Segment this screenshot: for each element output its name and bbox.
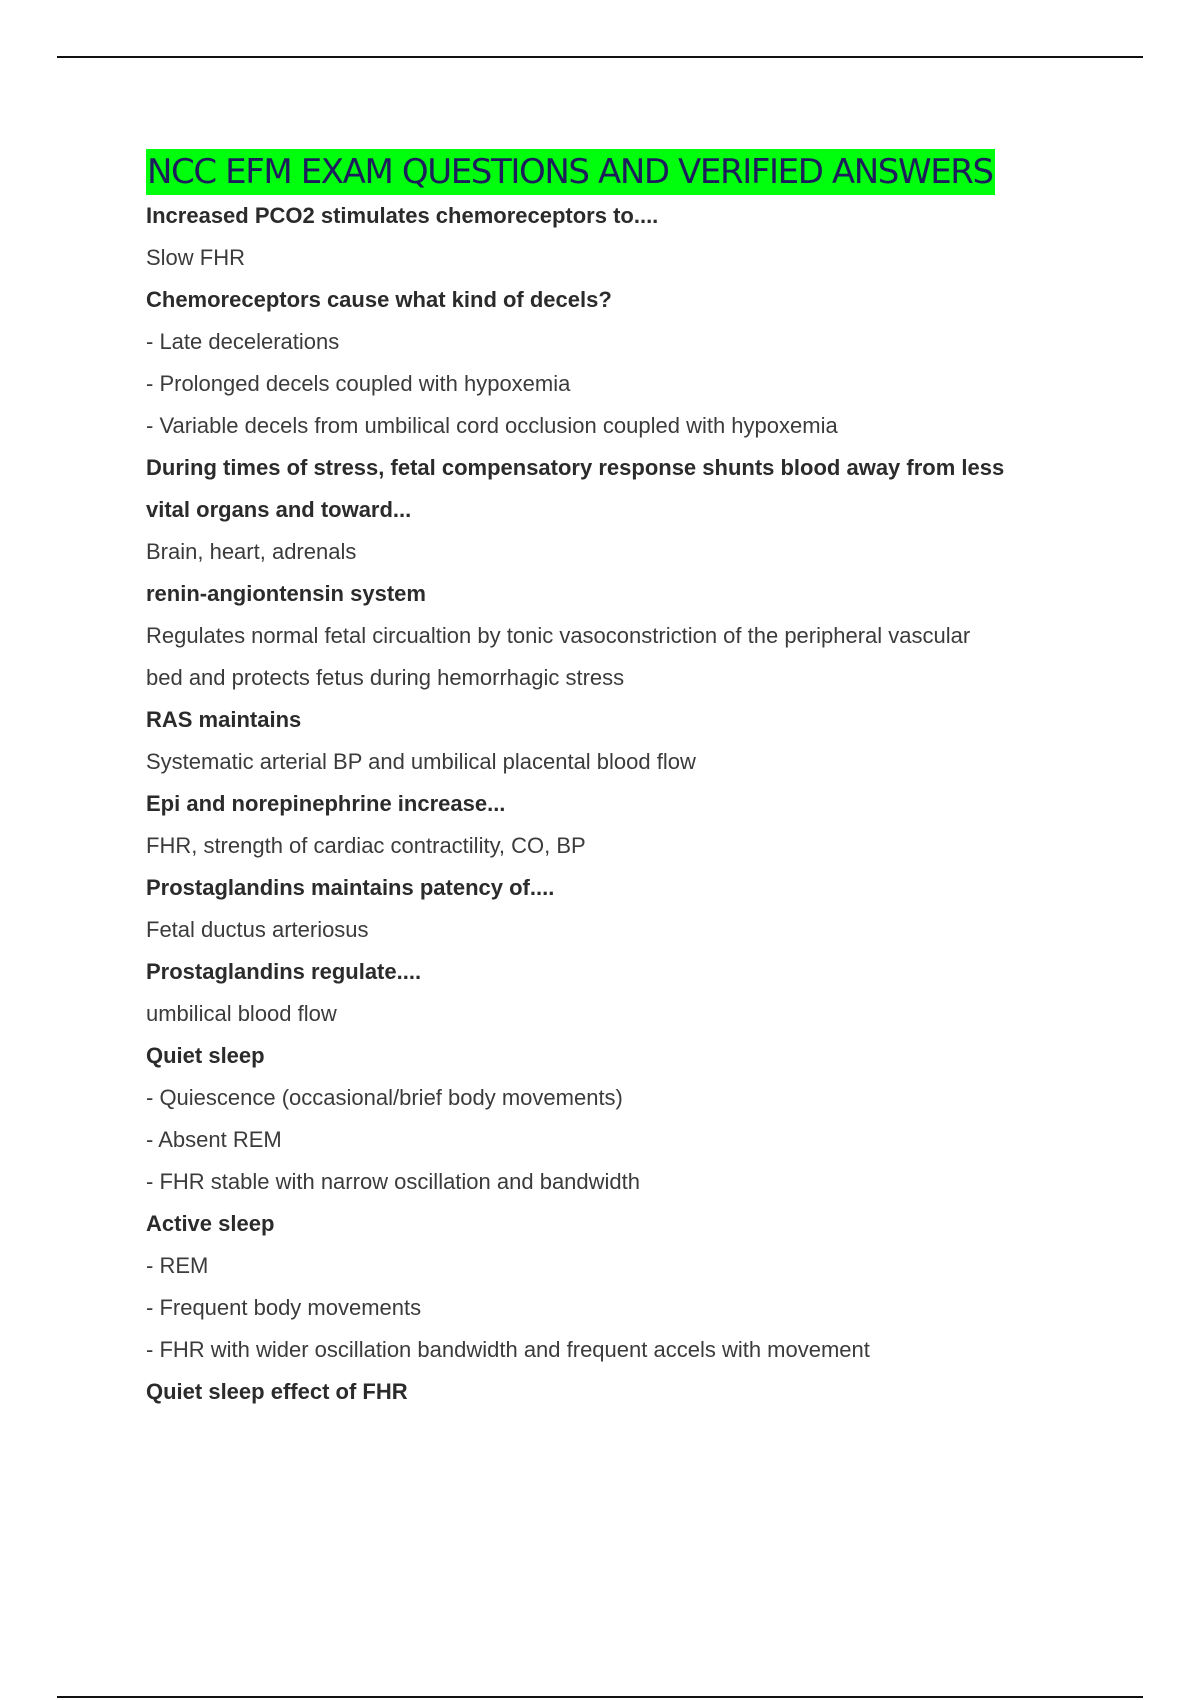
- question-line: Quiet sleep: [146, 1043, 265, 1068]
- question-line: Active sleep: [146, 1211, 275, 1236]
- answer-line: - REM: [146, 1253, 209, 1278]
- footer-rule: [57, 1696, 1143, 1698]
- question-line: During times of stress, fetal compensatory response shunts blood away from less: [146, 455, 1005, 480]
- question-line: Quiet sleep effect of FHR: [146, 1379, 408, 1404]
- answer-line: FHR, strength of cardiac contractility, CO, BP: [146, 833, 586, 858]
- answer-line: - Late decelerations: [146, 329, 340, 354]
- answer-line: - Prolonged decels coupled with hypoxemia: [146, 371, 571, 396]
- answer-line: Brain, heart, adrenals: [146, 539, 357, 564]
- answer-line: - Frequent body movements: [146, 1295, 422, 1320]
- answer-line: - Quiescence (occasional/brief body movements): [146, 1085, 623, 1110]
- answer-line: bed and protects fetus during hemorrhagic stress: [146, 665, 625, 690]
- question-line: RAS maintains: [146, 707, 302, 732]
- document-body: [146, 149, 1096, 1413]
- qa-list: [146, 195, 1096, 1413]
- question-line: vital organs and toward...: [146, 497, 412, 522]
- question-line: Prostaglandins regulate....: [146, 959, 422, 984]
- answer-line: umbilical blood flow: [146, 1001, 337, 1026]
- answer-line: Fetal ductus arteriosus: [146, 917, 369, 942]
- document-title: NCC EFM EXAM QUESTIONS AND VERIFIED ANSWERS: [146, 149, 995, 195]
- answer-line: - Absent REM: [146, 1127, 282, 1152]
- question-line: Chemoreceptors cause what kind of decels?: [146, 287, 612, 312]
- question-line: Increased PCO2 stimulates chemoreceptors to....: [146, 203, 659, 228]
- answer-line: - Variable decels from umbilical cord occlusion coupled with hypoxemia: [146, 413, 838, 438]
- answer-line: Regulates normal fetal circualtion by tonic vasoconstriction of the peripheral vascular: [146, 623, 971, 648]
- question-line: renin-angiontensin system: [146, 581, 426, 606]
- header-rule: [57, 56, 1143, 58]
- answer-line: - FHR with wider oscillation bandwidth and frequent accels with movement: [146, 1337, 870, 1362]
- question-line: Prostaglandins maintains patency of....: [146, 875, 555, 900]
- question-line: Epi and norepinephrine increase...: [146, 791, 506, 816]
- answer-line: Slow FHR: [146, 245, 246, 270]
- answer-line: - FHR stable with narrow oscillation and bandwidth: [146, 1169, 641, 1194]
- answer-line: Systematic arterial BP and umbilical placental blood flow: [146, 749, 696, 774]
